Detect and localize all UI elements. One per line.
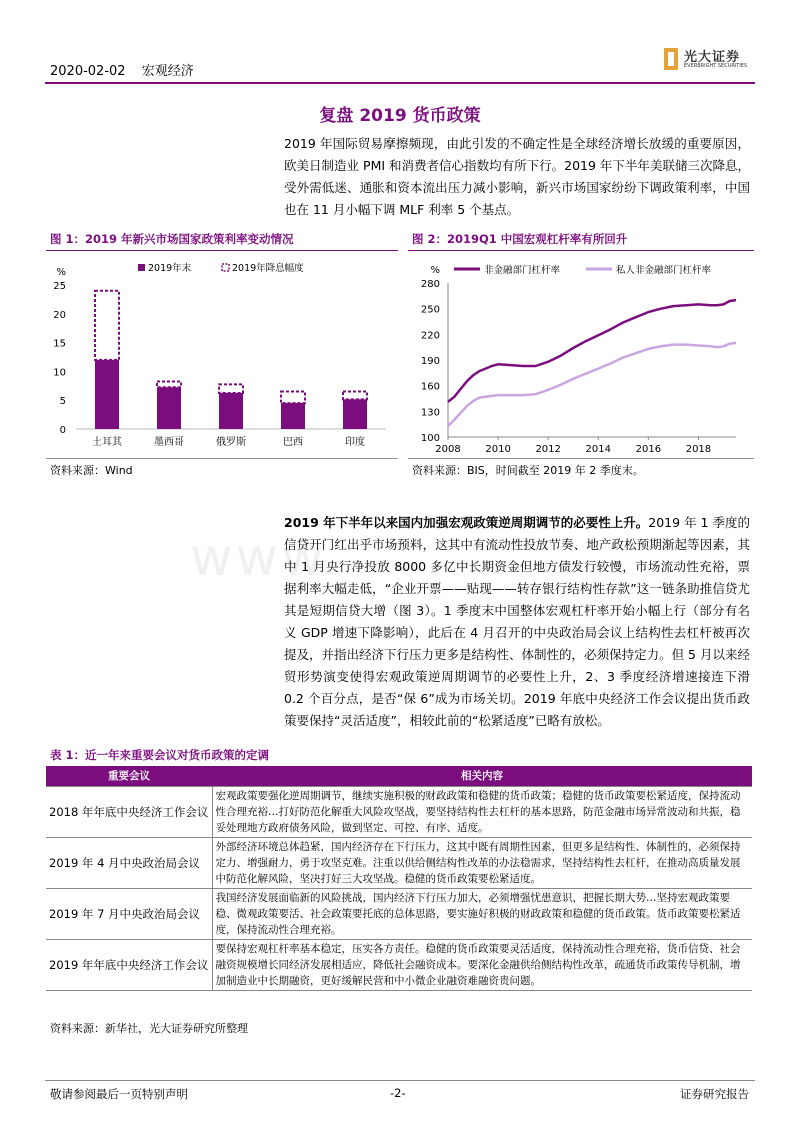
x-tick-label: 2010 [485, 444, 511, 455]
table-row [46, 888, 752, 939]
x-tick-label: 2008 [435, 444, 461, 455]
meeting-cell: 2018 年年底中央经济工作会议 [46, 786, 212, 837]
fig2-title: 图 2：2019Q1 中国宏观杠杆率有所回升 [412, 232, 628, 246]
bar-cut-outline [95, 291, 119, 360]
y-tick-label: 10 [53, 367, 66, 379]
y-tick-label: 220 [420, 330, 440, 342]
intro-paragraph: 2019 年国际贸易摩擦频现，由此引发的不确定性是全球经济增长放缓的重要原因，欧美日制造业 PMI 和消费者信心指数均有所下行。2019 年下半年美联储三次降息，受外需低迷、通胀和资本流出压力减小影响，新兴市场国家纷纷下调政策利率，中国也在 11 月小幅下调 MLF 利率 5 个基点。 [284, 136, 750, 217]
x-tick-label: 2014 [585, 444, 611, 455]
content-cell: 外部经济环境总体趋紧，国内经济存在下行压力，这其中既有周期性因素，但更多是结构性、体制性的，必须保持定力、增强耐力，勇于攻坚克难。注重以供给侧结构性改革的办法稳需求，坚持结构性去杠杆，在推动高质量发展中防范化解风险，坚决打好三大攻坚战。稳健的货币政策要松紧适度。 [212, 837, 752, 888]
table-source: 资料来源：新华社，光大证券研究所整理 [50, 1022, 248, 1035]
bar-year-end [281, 403, 305, 429]
everbright-logo [664, 46, 756, 74]
table-header-meeting: 重要会议 [46, 766, 212, 786]
bar-cut-outline [281, 392, 305, 404]
y-tick-label: 250 [420, 304, 440, 316]
body-paragraph [284, 512, 750, 732]
meeting-cell: 2019 年 4 月中央政治局会议 [46, 837, 212, 888]
footer-rule [45, 1080, 755, 1081]
fig2-rule [408, 250, 754, 251]
meetings-table [46, 766, 752, 991]
legend-swatch-year-end [138, 264, 145, 271]
bar-year-end [343, 399, 367, 429]
y-tick-label: 100 [420, 433, 440, 444]
y-tick-label: 20 [53, 309, 66, 321]
x-tick-label: 墨西哥 [154, 437, 184, 448]
table-row [46, 786, 752, 837]
table-header-row [46, 766, 752, 786]
report-section: 宏观经济 [141, 64, 194, 79]
fig1-source: 资料来源：Wind [50, 464, 133, 477]
bar-year-end [157, 387, 181, 429]
bar-cut-outline [343, 392, 367, 400]
content-cell: 宏观政策要强化逆周期调节，继续实施积极的财政政策和稳健的货币政策；稳健的货币政策要松紧适度，保持流动性合理充裕…打好防范化解重大风险攻坚战，要坚持结构性去杠杆的基本思路，防范金融市场异常波动和共振，稳妥处理地方政府债务风险，做到坚定、可控、有序、适度。 [212, 786, 752, 837]
legend-label: 私人非金融部门杠杆率 [616, 265, 712, 276]
page-title: 复盘 2019 货币政策 [319, 106, 481, 126]
bar-cut-outline [157, 381, 181, 387]
series-line [448, 343, 736, 426]
fig2-line-chart [408, 253, 754, 455]
watermark: www. [190, 528, 342, 588]
bar-year-end [219, 393, 243, 429]
fig1-rule [46, 250, 398, 251]
legend-label: 非金融部门杠杆率 [484, 265, 561, 276]
y-axis-unit: % [56, 267, 66, 278]
x-tick-label: 2016 [635, 444, 662, 455]
series-line [448, 300, 736, 402]
logo-text: 光大证券 [684, 50, 741, 65]
x-tick-label: 2012 [535, 444, 561, 455]
bar-year-end [95, 360, 119, 429]
body-text: 2019 年 1 季度的信贷开门红出乎市场预料，这其中有流动性投放节奏、地产政松预期渐起等因素，其中 1 月央行净投放 8000 多亿中长期资金但地方债发行较慢，市场流动性充裕，票据利率大幅走低，“企业开票——贴现——转存银行结构性存款”这一链条助推信贷尤其是短期信贷大增（图 3）。1 季度末中国整体宏观杠杆率开始小幅上行（部分有名义 GDP 增速下降影响），此后在 4 月召开的中央政治局会议上结构性去杠杆被再次提及，并指出经济下行压力更多是结构性、体制性的，必须保持定力。但 5 月以来经贸形势演变使得宏观政策逆周期调节的必要性上升，2、3 季度经济增速接连下滑 0.2 个百分点，是否“保 6”成为市场关切。2019 年底中央经济工作会议提出货币政策要保持“灵活适度”，相较此前的“松紧适度”已略有放松。 [284, 515, 750, 728]
legend-label-year-end: 2019年末 [148, 263, 192, 274]
logo-text-en: EVERBRIGHT SECURITIES [684, 63, 748, 69]
table-row [46, 939, 752, 990]
y-tick-label: 0 [59, 425, 66, 436]
page-number: -2- [390, 1086, 406, 1100]
y-tick-label: 190 [420, 356, 440, 367]
footer-report-type: 证券研究报告 [680, 1087, 749, 1101]
x-tick-label: 印度 [345, 437, 365, 448]
logo-mark-icon [664, 48, 678, 70]
content-cell: 要保持宏观杠杆率基本稳定，压实各方责任。稳健的货币政策要灵活适度，保持流动性合理充裕，货币信贷、社会融资规模增长同经济发展相适应，降低社会融资成本。要深化金融供给侧结构性改革，疏通货币政策传导机制，增加制造业中长期融资，更好缓解民营和中小微企业融资难融资贵问题。 [212, 939, 752, 990]
header-rule [45, 82, 755, 84]
y-tick-label: 15 [53, 338, 66, 350]
content-cell: 我国经济发展面临新的风险挑战，国内经济下行压力加大，必须增强忧患意识，把握长期大势…坚持宏观政策要稳、微观政策要活、社会政策要托底的总体思路，要实施好积极的财政政策和稳健的货币政策。货币政策要松紧适度，保持流动性合理充裕。 [212, 888, 752, 939]
fig1-title: 图 1：2019 年新兴市场国家政策利率变动情况 [50, 232, 294, 246]
meeting-cell: 2019 年年底中央经济工作会议 [46, 939, 212, 990]
legend-swatch-cut [222, 264, 229, 271]
x-tick-label: 2018 [685, 444, 712, 455]
body-lead: 2019 年下半年以来国内加强宏观政策逆周期调节的必要性上升。 [284, 515, 649, 530]
legend-label-cut: 2019年降息幅度 [232, 263, 304, 274]
y-tick-label: 25 [53, 281, 66, 292]
table-header-content: 相关内容 [212, 766, 752, 786]
footer-disclaimer: 敬请参阅最后一页特别声明 [50, 1087, 188, 1101]
report-date: 2020-02-02 [50, 64, 126, 79]
x-tick-label: 土耳其 [92, 437, 122, 448]
y-tick-label: 130 [420, 407, 440, 419]
table-row [46, 837, 752, 888]
y-tick-label: 280 [420, 279, 440, 290]
x-tick-label: 巴西 [283, 437, 303, 448]
bar-cut-outline [219, 384, 243, 393]
fig2-source: 资料来源：BIS，时间截至 2019 年 2 季度末。 [412, 464, 644, 477]
y-tick-label: 160 [420, 381, 440, 393]
fig1-bar-chart [46, 253, 398, 455]
header-meta [50, 60, 206, 79]
meeting-cell: 2019 年 7 月中央政治局会议 [46, 888, 212, 939]
fig2-source-rule [408, 458, 754, 459]
y-axis-unit: % [430, 265, 440, 276]
table-title: 表 1：近一年来重要会议对货币政策的定调 [50, 748, 270, 762]
y-tick-label: 5 [59, 396, 66, 408]
x-tick-label: 俄罗斯 [216, 437, 246, 448]
fig1-source-rule [46, 458, 398, 459]
